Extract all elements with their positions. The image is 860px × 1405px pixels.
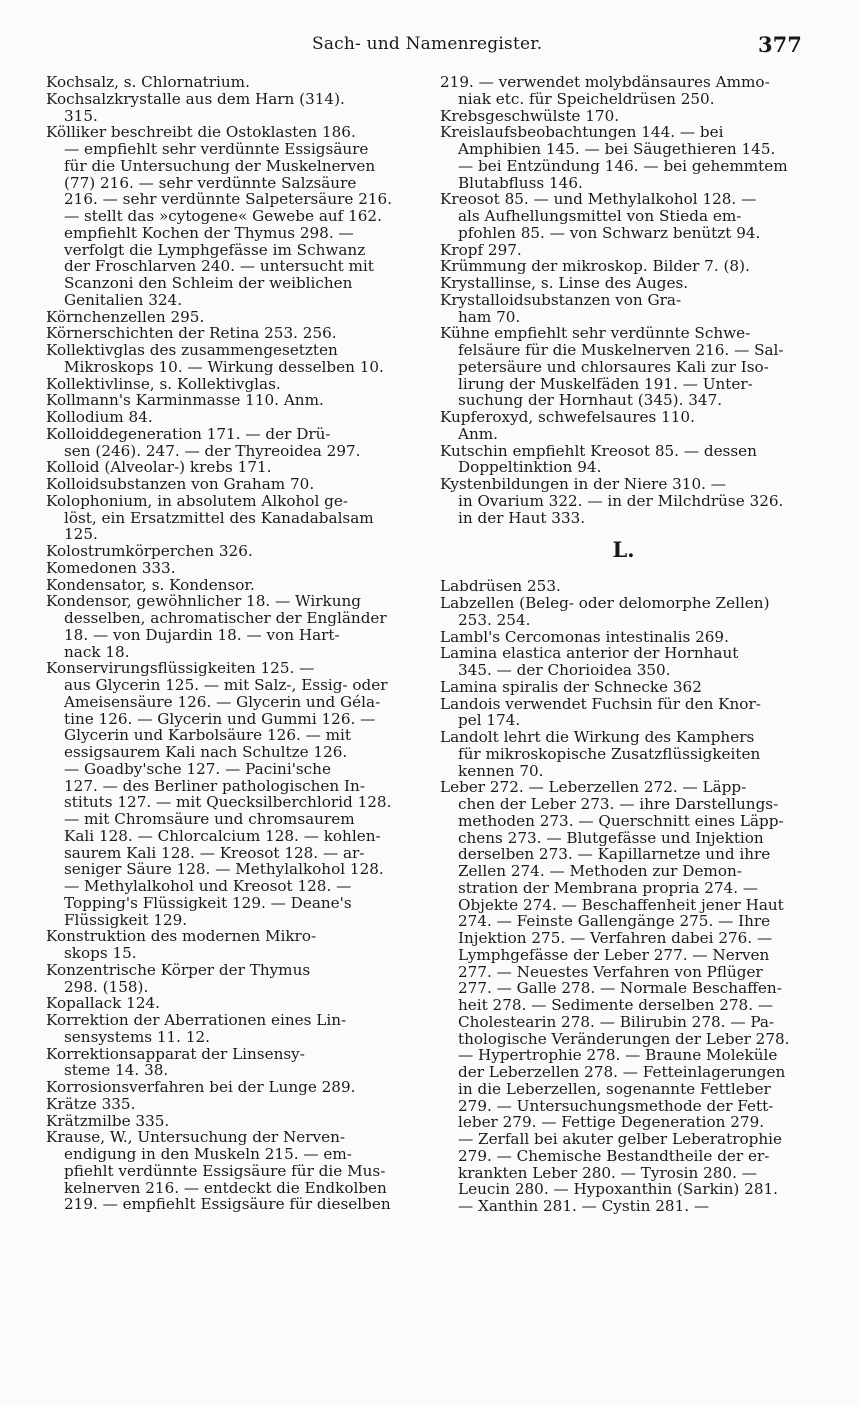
index-entry [46, 392, 413, 409]
entry-headline: Kolostrumkörperchen 326. [46, 543, 253, 560]
entry-headline: Körnerschichten der Retina 253. 256. [46, 325, 337, 342]
entry-continuation: krankten Leber 280. — Tyrosin 280. — [458, 1164, 757, 1182]
index-entry [46, 1129, 413, 1213]
entry-continuation: desselben, achromatischer der Engländer [64, 610, 387, 627]
index-entry [46, 560, 413, 577]
entry-headline: Krystalloidsubstanzen von Gra- [440, 291, 682, 309]
entry-continuation: 279. — Untersuchungsmethode der Fett- [458, 1097, 774, 1115]
entry-continuation: pfohlen 85. — von Schwarz benützt 94. [458, 224, 761, 242]
index-entry [440, 191, 807, 241]
entry-headline: Korrosionsverfahren bei der Lunge 289. [46, 1079, 356, 1096]
entry-continuation: chen der Leber 273. — ihre Darstellungs- [458, 796, 779, 813]
index-entry [46, 1079, 413, 1096]
entry-continuation: Blutabfluss 146. [458, 174, 583, 192]
entry-continuation: 274. — Feinste Gallengänge 275. — Ihre [458, 913, 771, 930]
entry-continuation: Amphibien 145. — bei Säugethieren 145. [458, 141, 776, 158]
index-entry [46, 1046, 413, 1080]
section-letter: L. [612, 537, 635, 563]
index-entry [440, 443, 807, 477]
entry-continuation: felsäure für die Muskelnerven 216. — Sal- [458, 342, 784, 359]
entry-continuation: in der Haut 333. [458, 509, 586, 527]
index-entry [46, 493, 413, 543]
entry-continuation: für die Untersuchung der Muskelnerven [64, 157, 376, 175]
entry-continuation: methoden 273. — Querschnitt eines Läpp- [458, 812, 784, 830]
index-entry [440, 409, 807, 443]
entry-headline: Kupferoxyd, schwefelsaures 110. [440, 409, 695, 426]
index-entry [46, 409, 413, 426]
index-entry [440, 325, 807, 409]
entry-headline: Kolophonium, in absolutem Alkohol ge- [46, 492, 348, 510]
entry-headline: Leber 272. — Leberzellen 272. — Läpp- [440, 779, 747, 796]
entry-continuation: 216. — sehr verdünnte Salpetersäure 216. [64, 191, 393, 208]
left-column [46, 74, 413, 1213]
entry-continuation: pel 174. [458, 712, 521, 729]
index-entry [440, 292, 807, 326]
entry-headline: Kühne empfiehlt sehr verdünnte Schwe- [440, 325, 751, 342]
k-entries [440, 74, 807, 526]
entry-continuation: 127. — des Berliner pathologischen In- [64, 777, 365, 795]
index-entry [46, 376, 413, 393]
entry-headline: Kollektivglas des zusammengesetzten [46, 342, 338, 359]
entry-headline: Krebsgeschwülste 170. [440, 107, 620, 125]
entry-headline: Kochsalz, s. Chlornatrium. [46, 74, 250, 91]
entry-headline: Kölliker beschreibt die Ostoklasten 186. [46, 124, 356, 141]
entry-continuation: löst, ein Ersatzmittel des Kanadabalsam [64, 509, 374, 527]
entry-continuation: 277. — Neuestes Verfahren von Pflüger [458, 963, 763, 981]
index-entry [440, 779, 807, 1215]
entry-continuation: petersäure und chlorsaures Kali zur Iso- [458, 358, 769, 376]
index-entry [440, 476, 807, 526]
entry-continuation: Topping's Flüssigkeit 129. — Deane's [64, 894, 352, 912]
entry-continuation: 219. — empfiehlt Essigsäure für dieselben [64, 1196, 391, 1213]
entry-headline: Krätzmilbe 335. [46, 1112, 170, 1130]
entry-headline: Kolloiddegeneration 171. — der Drü- [46, 425, 331, 443]
entry-continuation: ham 70. [458, 308, 521, 326]
entry-continuation: endigung in den Muskeln 215. — em- [64, 1146, 352, 1163]
entry-continuation: seniger Säure 128. — Methylalkohol 128. [64, 861, 384, 878]
index-entry [46, 476, 413, 493]
index-entry [440, 696, 807, 730]
entry-continuation: — mit Chromsäure und chromsaurem [64, 811, 355, 828]
entry-continuation: sensystems 11. 12. [64, 1028, 210, 1046]
entry-continuation: — Zerfall bei akuter gelber Leberatrophie [458, 1131, 782, 1148]
entry-continuation: stituts 127. — mit Quecksilberchlorid 128. [64, 794, 392, 811]
entry-continuation: Ameisensäure 126. — Glycerin und Géla- [64, 693, 381, 711]
entry-headline: Lambl's Cercomonas intestinalis 269. [440, 628, 729, 646]
index-entry [46, 928, 413, 962]
entry-continuation: 345. — der Chorioidea 350. [458, 662, 671, 679]
entry-continuation: tine 126. — Glycerin und Gummi 126. — [64, 710, 376, 728]
entry-headline: Kystenbildungen in der Niere 310. — [440, 476, 726, 493]
entry-continuation: essigsaurem Kali nach Schultze 126. [64, 744, 348, 761]
entry-headline: 219. — verwendet molybdänsaures Ammo- [440, 74, 770, 91]
index-entry [440, 74, 807, 108]
right-column [440, 74, 807, 1215]
index-entry [46, 309, 413, 326]
entry-continuation: verfolgt die Lymphgefässe im Schwanz [64, 241, 366, 259]
entry-continuation: Flüssigkeit 129. [64, 911, 188, 929]
entry-continuation: Injektion 275. — Verfahren dabei 276. — [458, 930, 773, 947]
index-entry [46, 342, 413, 376]
entry-headline: Kondensator, s. Kondensor. [46, 576, 255, 594]
entry-continuation: skops 15. [64, 945, 137, 962]
entry-headline: Komedonen 333. [46, 559, 176, 577]
index-entry [46, 124, 413, 308]
entry-continuation: leber 279. — Fettige Degeneration 279. [458, 1114, 765, 1131]
entry-continuation: 253. 254. [458, 611, 531, 629]
index-entry [46, 577, 413, 594]
entry-continuation: sen (246). 247. — der Thyreoidea 297. [64, 442, 361, 460]
entry-continuation: empfiehlt Kochen der Thymus 298. — [64, 224, 354, 242]
entry-headline: Kochsalzkrystalle aus dem Harn (314). [46, 90, 345, 108]
entry-continuation: in die Leberzellen, sogenannte Fettleber [458, 1080, 771, 1098]
index-entry [46, 543, 413, 560]
entry-headline: Kopallack 124. [46, 995, 160, 1012]
entry-headline: Konstruktion des modernen Mikro- [46, 928, 317, 945]
entry-headline: Körnchenzellen 295. [46, 308, 205, 326]
entry-headline: Korrektionsapparat der Linsensy- [46, 1045, 305, 1063]
entry-continuation: Doppeltinktion 94. [458, 459, 602, 476]
index-entry [46, 426, 413, 460]
entry-headline: Kollektivlinse, s. Kollektivglas. [46, 375, 281, 393]
entry-continuation: Lymphgefässe der Leber 277. — Nerven [458, 946, 770, 964]
entry-headline: Kolloid (Alveolar-) krebs 171. [46, 459, 272, 476]
entry-headline: Kreislaufsbeobachtungen 144. — bei [440, 124, 724, 141]
entry-continuation: pfiehlt verdünnte Essigsäure für die Mus- [64, 1162, 386, 1180]
entry-headline: Korrektion der Aberrationen eines Lin- [46, 1012, 347, 1029]
entry-continuation: Cholestearin 278. — Bilirubin 278. — Pa- [458, 1013, 775, 1031]
index-entry [46, 995, 413, 1012]
entry-headline: Kollodium 84. [46, 409, 153, 426]
entry-headline: Krause, W., Untersuchung der Nerven- [46, 1129, 346, 1146]
index-entry [440, 108, 807, 125]
entry-continuation: — Goadby'sche 127. — Pacini'sche [64, 760, 331, 778]
entry-continuation: Zellen 274. — Methoden zur Demon- [458, 863, 742, 880]
index-entry [46, 1096, 413, 1113]
entry-continuation: (77) 216. — sehr verdünnte Salzsäure [64, 174, 357, 192]
index-entry [46, 593, 413, 660]
entry-headline: Kreosot 85. — und Methylalkohol 128. — [440, 191, 757, 208]
entry-continuation: saurem Kali 128. — Kreosot 128. — ar- [64, 844, 365, 862]
entry-continuation: 125. [64, 526, 98, 543]
entry-continuation: in Ovarium 322. — in der Milchdrüse 326. [458, 492, 784, 510]
entry-continuation: — empfiehlt sehr verdünnte Essigsäure [64, 141, 369, 158]
entry-continuation: 277. — Galle 278. — Normale Beschaffen- [458, 980, 782, 997]
entry-continuation: Scanzoni den Schleim der weiblichen [64, 275, 353, 292]
page-number: 377 [758, 32, 802, 57]
entry-continuation: Kali 128. — Chlorcalcium 128. — kohlen- [64, 827, 381, 845]
index-entry [440, 679, 807, 696]
entry-continuation: Glycerin und Karbolsäure 126. — mit [64, 727, 352, 744]
entry-headline: Kropf 297. [440, 241, 522, 259]
entry-continuation: 18. — von Dujardin 18. — von Hart- [64, 626, 340, 644]
index-entry [46, 1012, 413, 1046]
entry-headline: Kutschin empfiehlt Kreosot 85. — dessen [440, 442, 757, 460]
entry-continuation: lirung der Muskelfäden 191. — Unter- [458, 375, 753, 393]
entry-continuation: — Xanthin 281. — Cystin 281. — [458, 1198, 710, 1215]
entry-continuation: heit 278. — Sedimente derselben 278. — [458, 997, 774, 1014]
entry-continuation: nack 18. [64, 643, 130, 661]
entry-headline: Lamina elastica anterior der Hornhaut [440, 645, 739, 662]
index-entry [440, 729, 807, 779]
entry-continuation: kelnerven 216. — entdeckt die Endkolben [64, 1179, 387, 1197]
entry-continuation: Mikroskops 10. — Wirkung desselben 10. [64, 358, 384, 376]
entry-continuation: — Hypertrophie 278. — Braune Moleküle [458, 1047, 778, 1064]
page-header [0, 34, 860, 58]
index-entry [440, 629, 807, 646]
index-entry [440, 242, 807, 259]
entry-continuation: der Leberzellen 278. — Fetteinlagerungen [458, 1064, 786, 1081]
entry-headline: Kollmann's Karminmasse 110. Anm. [46, 392, 324, 409]
entry-headline: Krystallinse, s. Linse des Auges. [440, 275, 689, 292]
running-title: Sach- und Namenregister. [312, 34, 543, 54]
entry-continuation: als Aufhellungsmittel von Stieda em- [458, 208, 742, 225]
entry-continuation: — Methylalkohol und Kreosot 128. — [64, 878, 352, 895]
entry-continuation: thologische Veränderungen der Leber 278. [458, 1030, 790, 1048]
index-entry [440, 124, 807, 191]
index-entry [46, 459, 413, 476]
index-entry [440, 275, 807, 292]
entry-continuation: 298. (158). [64, 978, 149, 996]
entry-continuation: — stellt das »cytogene« Gewebe auf 162. [64, 208, 382, 225]
entry-continuation: niak etc. für Speicheldrüsen 250. [458, 90, 715, 108]
entry-continuation: steme 14. 38. [64, 1062, 169, 1079]
entry-continuation: 279. — Chemische Bestandtheile der er- [458, 1147, 770, 1165]
index-entry [46, 91, 413, 125]
entry-headline: Landois verwendet Fuchsin für den Knor- [440, 695, 761, 713]
entry-headline: Landolt lehrt die Wirkung des Kamphers [440, 729, 755, 746]
index-entry [440, 578, 807, 595]
entry-headline: Konzentrische Körper der Thymus [46, 961, 311, 979]
index-entry [46, 1113, 413, 1130]
entry-headline: Labzellen (Beleg- oder delomorphe Zellen) [440, 595, 770, 612]
entry-headline: Kolloidsubstanzen von Graham 70. [46, 476, 315, 493]
entry-continuation: chens 273. — Blutgefässe und Injektion [458, 829, 764, 847]
entry-headline: Labdrüsen 253. [440, 578, 561, 595]
entry-headline: Krätze 335. [46, 1095, 136, 1113]
entry-continuation: der Froschlarven 240. — untersucht mit [64, 258, 374, 275]
entry-continuation: für mikroskopische Zusatzflüssigkeiten [458, 745, 761, 763]
l-entries [440, 578, 807, 1215]
entry-headline: Kondensor, gewöhnlicher 18. — Wirkung [46, 593, 361, 610]
entry-continuation: aus Glycerin 125. — mit Salz-, Essig- oder [64, 677, 388, 694]
index-entry [46, 325, 413, 342]
entry-continuation: 315. [64, 107, 98, 125]
entry-continuation: stration der Membrana propria 274. — [458, 879, 759, 897]
entry-continuation: Anm. [458, 425, 498, 443]
index-entry [46, 660, 413, 928]
entry-headline: Konservirungsflüssigkeiten 125. — [46, 660, 315, 677]
entry-continuation: — bei Entzündung 146. — bei gehemmtem [458, 157, 788, 175]
index-entry [46, 74, 413, 91]
index-entry [440, 595, 807, 629]
entry-continuation: Leucin 280. — Hypoxanthin (Sarkin) 281. [458, 1181, 778, 1198]
entry-continuation: kennen 70. [458, 762, 544, 780]
entry-continuation: Genitalien 324. [64, 291, 183, 309]
index-entry [440, 258, 807, 275]
entry-headline: Krümmung der mikroskop. Bilder 7. (8). [440, 258, 750, 275]
index-entry [440, 645, 807, 679]
index-entry [46, 962, 413, 996]
entry-continuation: suchung der Hornhaut (345). 347. [458, 392, 723, 409]
entry-continuation: Objekte 274. — Beschaffenheit jener Haut [458, 896, 784, 914]
entry-headline: Lamina spiralis der Schnecke 362 [440, 678, 702, 696]
entry-continuation: derselben 273. — Kapillarnetze und ihre [458, 846, 771, 863]
